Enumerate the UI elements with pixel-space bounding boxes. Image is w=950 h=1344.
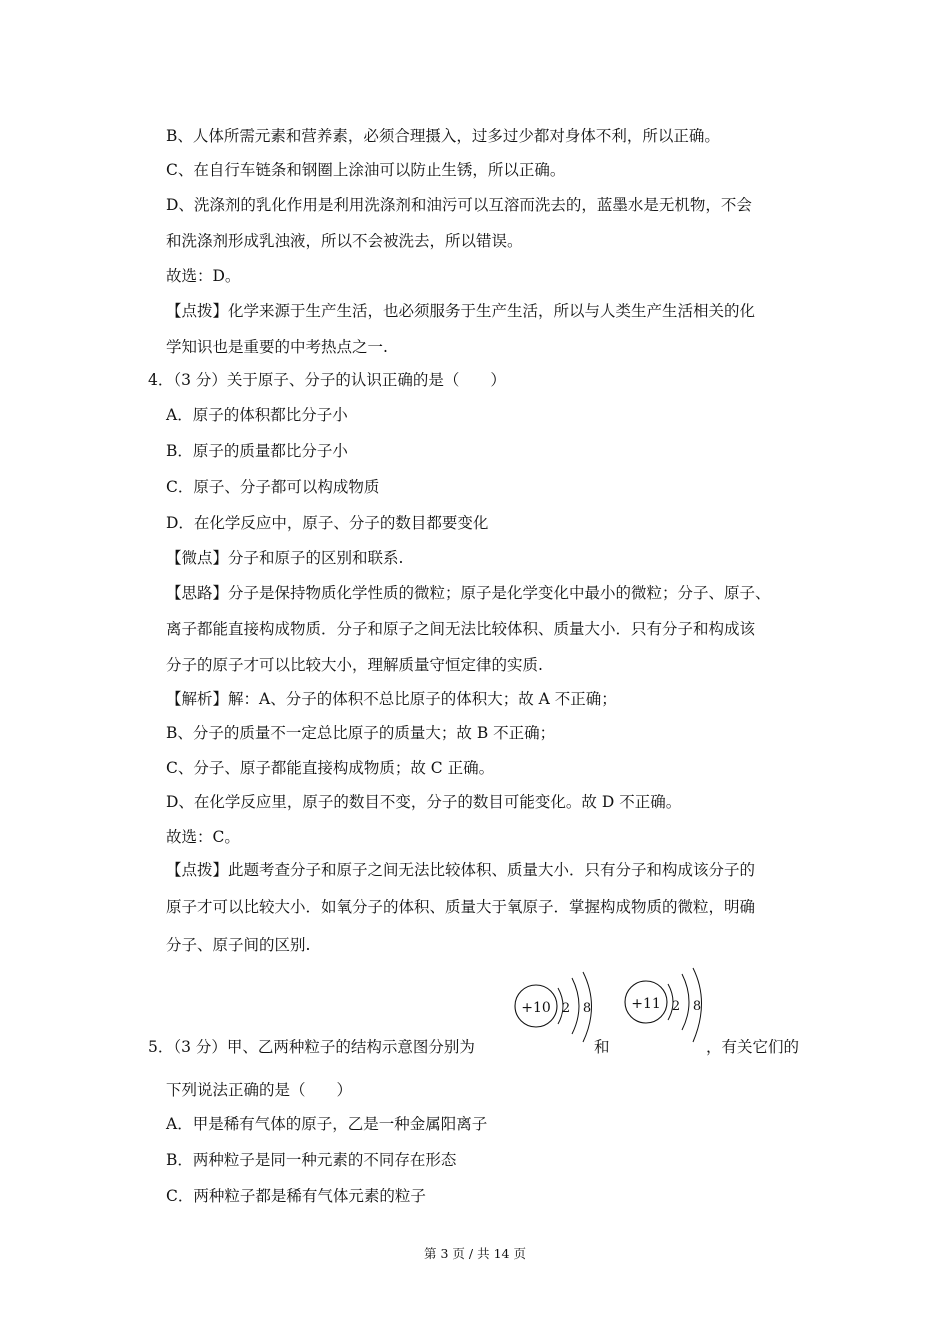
nucleus-charge: +10 — [521, 1000, 551, 1016]
shell-1-count: 2 — [671, 999, 681, 1014]
text-line: 故选：D。 — [166, 267, 241, 285]
question-5-stem-cont: 下列说法正确的是（ ） — [166, 1081, 353, 1099]
question-5-stem-end: ，有关它们的 — [706, 1038, 800, 1056]
text-line: 原子才可以比较大小．如氧分子的体积、质量大于氧原子．掌握构成物质的微粒，明确 — [166, 898, 756, 916]
text-line: 和洗涤剂形成乳浊液，所以不会被洗去，所以错误。 — [166, 232, 523, 250]
option-a: A．甲是稀有气体的原子，乙是一种金属阳离子 — [166, 1115, 488, 1133]
page-footer: 第 3 页 / 共 14 页 — [424, 1246, 526, 1261]
nucleus-charge: +11 — [631, 996, 661, 1012]
shell-2-count: 8 — [692, 999, 702, 1014]
option-c: C．原子、分子都可以构成物质 — [166, 478, 380, 496]
question-5-stem: 5．（3 分）甲、乙两种粒子的结构示意图分别为 — [148, 1038, 475, 1056]
text-line: D、在化学反应里，原子的数目不变，分子的数目可能变化。故 D 不正确。 — [166, 793, 682, 811]
text-line: 故选：C。 — [166, 828, 240, 846]
shell-2-count: 8 — [582, 1001, 592, 1016]
text-line: 离子都能直接构成物质．分子和原子之间无法比较体积、质量大小．只有分子和构成该 — [166, 620, 756, 638]
text-line: 【解析】解：A、分子的体积不总比原子的体积大；故 A 不正确； — [166, 690, 617, 708]
shell-1-count: 2 — [561, 1001, 571, 1016]
option-b: B．两种粒子是同一种元素的不同存在形态 — [166, 1151, 457, 1169]
option-d: D．在化学反应中，原子、分子的数目都要变化 — [166, 514, 489, 532]
text-line: C、在自行车链条和钢圈上涂油可以防止生锈，所以正确。 — [166, 161, 566, 179]
text-line: 分子的原子才可以比较大小，理解质量守恒定律的实质. — [166, 656, 543, 674]
option-b: B．原子的质量都比分子小 — [166, 442, 348, 460]
text-line: 分子、原子间的区别. — [166, 936, 311, 954]
and-word: 和 — [594, 1038, 610, 1056]
text-line: B、人体所需元素和营养素，必须合理摄入，过多过少都对身体不利，所以正确。 — [166, 127, 720, 145]
option-a: A．原子的体积都比分子小 — [166, 406, 348, 424]
text-line: 【点拨】此题考查分子和原子之间无法比较体积、质量大小．只有分子和构成该分子的 — [166, 861, 756, 879]
text-line: 【微点】分子和原子的区别和联系. — [166, 549, 404, 567]
text-line: D、洗涤剂的乳化作用是利用洗涤剂和油污可以互溶而洗去的，蓝墨水是无机物，不会 — [166, 196, 752, 214]
text-line: 【点拨】化学来源于生产生活，也必须服务于生产生活，所以与人类生产生活相关的化 — [166, 302, 756, 320]
question-4-stem: 4．（3 分）关于原子、分子的认识正确的是（ ） — [148, 371, 506, 389]
option-c: C．两种粒子都是稀有气体元素的粒子 — [166, 1187, 426, 1205]
text-line: 【思路】分子是保持物质化学性质的微粒；原子是化学变化中最小的微粒；分子、原子、 — [166, 584, 771, 602]
text-line: C、分子、原子都能直接构成物质；故 C 正确。 — [166, 759, 495, 777]
text-line: 学知识也是重要的中考热点之一. — [166, 338, 388, 356]
text-line: B、分子的质量不一定总比原子的质量大；故 B 不正确； — [166, 724, 556, 742]
